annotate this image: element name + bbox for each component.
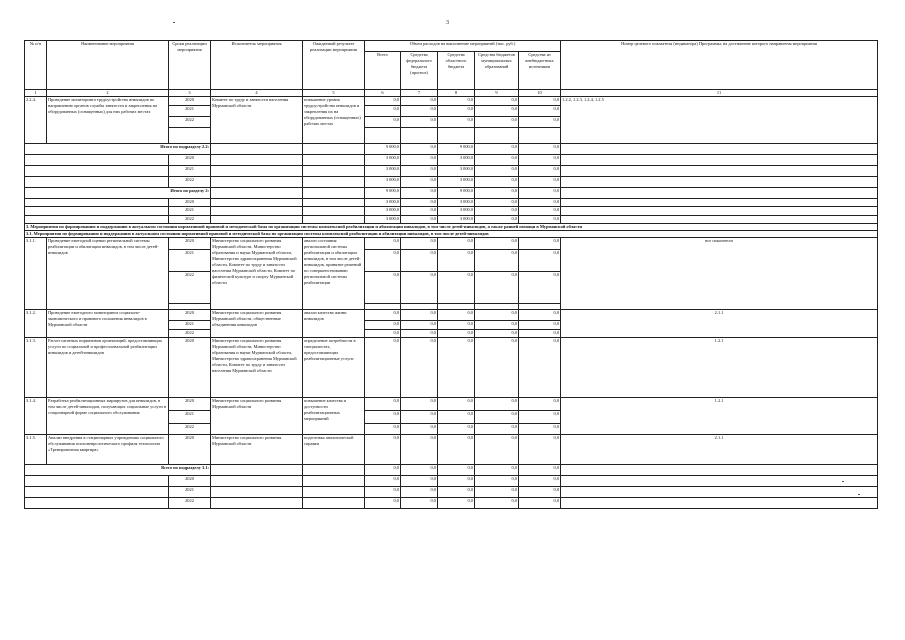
value-cell: 0,0 <box>401 487 438 498</box>
value-cell: 3 000,0 <box>438 215 475 224</box>
value-cell: 3 000,0 <box>365 154 401 165</box>
header-terms: Сроки реализации мероприятия <box>169 41 211 90</box>
value-cell: 0,0 <box>401 187 438 198</box>
value-cell: 0,0 <box>475 487 519 498</box>
value-cell: 0,0 <box>475 238 519 250</box>
indicator-cell: 2.1.1 <box>561 310 878 338</box>
empty-cell <box>211 187 303 198</box>
empty-cell <box>25 198 169 207</box>
col-index: 7 <box>401 90 438 97</box>
result-cell: определение потребности в специалистах, предоставляющих реабилитационные услуги <box>303 338 365 398</box>
value-cell: 0,0 <box>438 476 475 487</box>
empty-cell <box>303 143 365 154</box>
measure-name: Расчет штатных нормативов организаций, предоставляющих услуги по социальной и профессиональной реабилитации инвалидов и детей-инвалидов <box>47 338 169 398</box>
value-cell: 0,0 <box>519 198 561 207</box>
result-cell: анализ качества жизни инвалидов <box>303 310 365 338</box>
empty-cell <box>303 498 365 509</box>
empty-cell <box>25 487 169 498</box>
value-cell: 3 000,0 <box>365 207 401 216</box>
executor-cell: Министерство социального развития Мурманской области, Министерство образования и науки Мурманской области, Министерство здравоохранения Мурманской области, Комитет по труду и занятости населения Мурманской области, Комитет по физической культуре и спорту Мурманской области <box>211 238 303 310</box>
value-cell: 0,0 <box>438 96 475 105</box>
year-cell: 2020 <box>169 476 211 487</box>
empty-cell <box>303 465 365 476</box>
value-cell: 0,0 <box>365 329 401 338</box>
value-cell: 0,0 <box>519 116 561 127</box>
col-index: 6 <box>365 90 401 97</box>
empty-cell <box>365 127 401 143</box>
empty-cell <box>25 154 169 165</box>
value-cell: 0,0 <box>475 154 519 165</box>
empty-cell <box>25 207 169 216</box>
subtotal-label: Всего по подразделу 3.1: <box>25 465 211 476</box>
value-cell: 0,0 <box>475 498 519 509</box>
empty-cell <box>561 176 878 187</box>
value-cell: 0,0 <box>401 329 438 338</box>
total-label: Итого по разделу 2: <box>25 187 211 198</box>
year-cell: 2022 <box>169 272 211 304</box>
value-cell: 0,0 <box>475 207 519 216</box>
value-cell: 0,0 <box>438 321 475 330</box>
value-cell: 0,0 <box>365 321 401 330</box>
value-cell: 0,0 <box>475 187 519 198</box>
empty-cell <box>211 143 303 154</box>
value-cell: 9 000,0 <box>438 187 475 198</box>
value-cell: 3 000,0 <box>365 176 401 187</box>
value-cell: 0,0 <box>519 96 561 105</box>
value-cell: 0,0 <box>519 411 561 424</box>
measure-name: Проведение мониторинга трудоустройства инвалидов по направлению органов службы занятости и закрепления на оборудованных (оснащенных) для них рабочих местах <box>47 96 169 143</box>
empty-cell <box>169 127 211 143</box>
col-index: 4 <box>211 90 303 97</box>
value-cell: 0,0 <box>475 329 519 338</box>
col-index: 8 <box>438 90 475 97</box>
empty-cell <box>561 198 878 207</box>
row-number: 2.2.4. <box>25 96 47 143</box>
header-extra: Средства из внебюджетных источников <box>519 52 561 90</box>
col-index: 10 <box>519 90 561 97</box>
value-cell: 0,0 <box>365 498 401 509</box>
empty-cell <box>519 127 561 143</box>
empty-cell <box>561 476 878 487</box>
executor-cell: Министерство социального развития Мурманской области <box>211 435 303 465</box>
value-cell: 0,0 <box>519 310 561 321</box>
empty-cell <box>211 176 303 187</box>
value-cell: 0,0 <box>401 96 438 105</box>
value-cell: 0,0 <box>519 465 561 476</box>
value-cell: 0,0 <box>401 198 438 207</box>
value-cell: 0,0 <box>401 424 438 435</box>
result-cell: анализ состояния региональной системы реабилитации и абилитации инвалидов, в том числе детей-инвалидов, принятие решений по совершенствованию региональной системы реабилитации <box>303 238 365 310</box>
value-cell: 0,0 <box>401 272 438 304</box>
empty-cell <box>561 143 878 154</box>
value-cell: 0,0 <box>438 465 475 476</box>
value-cell: 0,0 <box>438 310 475 321</box>
empty-cell <box>25 176 169 187</box>
value-cell: 0,0 <box>365 487 401 498</box>
year-cell: 2022 <box>169 215 211 224</box>
col-index: 5 <box>303 90 365 97</box>
value-cell: 0,0 <box>475 476 519 487</box>
empty-cell <box>475 127 519 143</box>
result-cell: повышение качества и доступности реабилитационных мероприятий <box>303 398 365 435</box>
year-cell: 2020 <box>169 398 211 411</box>
value-cell: 0,0 <box>401 476 438 487</box>
year-cell: 2021 <box>169 487 211 498</box>
header-num: № п/п <box>25 41 47 90</box>
executor-cell: Министерство социального развития Мурманской области <box>211 398 303 435</box>
col-index: 9 <box>475 90 519 97</box>
value-cell: 0,0 <box>438 424 475 435</box>
value-cell: 0,0 <box>401 250 438 272</box>
year-cell: 2020 <box>169 238 211 250</box>
value-cell: 0,0 <box>365 116 401 127</box>
value-cell: 0,0 <box>475 310 519 321</box>
value-cell: 0,0 <box>519 435 561 465</box>
result-cell: повышение уровня трудоустройства инвалидов и закрепления их на оборудованных (оснащенных) рабочих местах <box>303 96 365 143</box>
measure-name: Разработка реабилитационных маршрутов для инвалидов, в том числе детей-инвалидов, получающих социальные услуги в стационарной форме социального обслуживания <box>47 398 169 435</box>
empty-cell <box>211 165 303 176</box>
empty-cell <box>303 165 365 176</box>
value-cell: 0,0 <box>365 238 401 250</box>
executor-cell: Министерство социального развития Мурманской области, Министерство образования и науки Мурманской области, Министерство здравоохранения Мурманской области, Комитет по труду и занятости населения Мурманской области <box>211 338 303 398</box>
value-cell: 0,0 <box>475 398 519 411</box>
value-cell: 0,0 <box>365 411 401 424</box>
value-cell: 0,0 <box>475 272 519 304</box>
value-cell: 0,0 <box>519 187 561 198</box>
empty-cell <box>303 215 365 224</box>
value-cell: 0,0 <box>365 465 401 476</box>
value-cell: 0,0 <box>438 250 475 272</box>
scan-speck <box>173 22 175 23</box>
value-cell: 0,0 <box>401 411 438 424</box>
section-heading: 3. Мероприятия по формированию и поддержанию в актуальном состоянии нормативной правовой и методической базы по организации системы комплексной реабилитации и абилитации инвалидов, в том числе детей-инвалидов, а также ранней помощи в Мурманской области <box>25 224 878 231</box>
header-total: Всего <box>365 52 401 90</box>
value-cell: 3 000,0 <box>438 176 475 187</box>
year-cell: 2020 <box>169 310 211 321</box>
expenses-table <box>24 40 878 509</box>
value-cell: 0,0 <box>401 321 438 330</box>
value-cell: 0,0 <box>475 116 519 127</box>
year-cell: 2021 <box>169 165 211 176</box>
value-cell: 0,0 <box>438 272 475 304</box>
indicator-cell: 1.2.2, 1.2.3, 1.2.4, 1.2.5 <box>561 96 878 143</box>
indicator-cell: 1.2.1 <box>561 338 878 398</box>
indicator-cell: 2.1.1 <box>561 435 878 465</box>
header-executor: Исполнитель мероприятия <box>211 41 303 90</box>
value-cell: 0,0 <box>438 329 475 338</box>
empty-cell <box>303 207 365 216</box>
empty-cell <box>401 127 438 143</box>
measure-name: Проведение ежегодного мониторинга социально-экономического и правового положения инвалидов в Мурманской области <box>47 310 169 338</box>
year-cell: 2020 <box>169 96 211 105</box>
value-cell: 0,0 <box>365 424 401 435</box>
value-cell: 0,0 <box>401 215 438 224</box>
value-cell: 0,0 <box>475 176 519 187</box>
value-cell: 0,0 <box>475 424 519 435</box>
value-cell: 0,0 <box>438 435 475 465</box>
value-cell: 0,0 <box>475 96 519 105</box>
year-cell: 2022 <box>169 176 211 187</box>
value-cell: 0,0 <box>401 165 438 176</box>
value-cell: 9 000,0 <box>438 143 475 154</box>
result-cell: подготовка аналитической справки <box>303 435 365 465</box>
value-cell: 0,0 <box>519 498 561 509</box>
value-cell: 0,0 <box>401 238 438 250</box>
col-index: 2 <box>47 90 169 97</box>
value-cell: 0,0 <box>475 465 519 476</box>
year-cell: 2022 <box>169 498 211 509</box>
value-cell: 0,0 <box>401 465 438 476</box>
subsection-heading: 3.1. Мероприятия по формированию и поддержанию в актуальном состоянии нормативной правовой и методической базы по организации системы комплексной реабилитации и абилитации инвалидов, в том числе детей-инвалидов <box>25 231 878 238</box>
empty-cell <box>211 487 303 498</box>
value-cell: 3 000,0 <box>365 215 401 224</box>
empty-cell <box>211 465 303 476</box>
value-cell: 3 000,0 <box>438 207 475 216</box>
value-cell: 0,0 <box>401 498 438 509</box>
header-indicator: Номер целевого показателя (индикатора) Программы, на достижение которого направлены мероприятия <box>561 41 878 90</box>
year-cell: 2021 <box>169 250 211 272</box>
header-regional: Средства областного бюджета <box>438 52 475 90</box>
header-federal: Средства федерального бюджета (прогноз) <box>401 52 438 90</box>
header-volume: Объем расходов на выполнение мероприятий (тыс. руб.) <box>365 41 561 52</box>
empty-cell <box>303 487 365 498</box>
value-cell: 0,0 <box>475 338 519 398</box>
header-name: Наименование мероприятия <box>47 41 169 90</box>
value-cell: 3 000,0 <box>365 198 401 207</box>
empty-cell <box>303 187 365 198</box>
value-cell: 3 000,0 <box>438 198 475 207</box>
value-cell: 0,0 <box>519 424 561 435</box>
value-cell: 0,0 <box>475 165 519 176</box>
value-cell: 0,0 <box>519 487 561 498</box>
value-cell: 0,0 <box>365 96 401 105</box>
year-cell: 2021 <box>169 105 211 116</box>
value-cell: 3 000,0 <box>365 165 401 176</box>
value-cell: 3 000,0 <box>438 165 475 176</box>
value-cell: 0,0 <box>475 198 519 207</box>
col-index: 11 <box>561 90 878 97</box>
row-number: 3.1.1. <box>25 238 47 310</box>
indicator-cell: 1.2.1 <box>561 398 878 435</box>
value-cell: 0,0 <box>365 250 401 272</box>
value-cell: 0,0 <box>438 116 475 127</box>
year-cell: 2021 <box>169 321 211 330</box>
value-cell: 0,0 <box>519 250 561 272</box>
value-cell: 0,0 <box>365 476 401 487</box>
value-cell: 0,0 <box>438 398 475 411</box>
value-cell: 0,0 <box>365 435 401 465</box>
empty-cell <box>303 154 365 165</box>
empty-cell <box>561 154 878 165</box>
value-cell: 0,0 <box>519 238 561 250</box>
empty-cell <box>211 476 303 487</box>
col-index: 1 <box>25 90 47 97</box>
value-cell: 0,0 <box>438 338 475 398</box>
empty-cell <box>211 207 303 216</box>
year-cell: 2022 <box>169 329 211 338</box>
value-cell: 9 000,0 <box>365 187 401 198</box>
value-cell: 0,0 <box>519 338 561 398</box>
year-cell: 2020 <box>169 198 211 207</box>
year-cell: 2020 <box>169 435 211 465</box>
value-cell: 0,0 <box>438 105 475 116</box>
empty-cell <box>25 215 169 224</box>
indicator-cell: все показатели <box>561 238 878 310</box>
empty-cell <box>211 198 303 207</box>
year-cell: 2022 <box>169 116 211 127</box>
value-cell: 0,0 <box>519 207 561 216</box>
value-cell: 0,0 <box>475 411 519 424</box>
value-cell: 0,0 <box>401 116 438 127</box>
value-cell: 0,0 <box>365 310 401 321</box>
row-number: 3.1.4. <box>25 398 47 435</box>
subtotal-label: Итого по подразделу 2.2: <box>25 143 211 154</box>
year-cell: 2021 <box>169 411 211 424</box>
value-cell: 0,0 <box>475 435 519 465</box>
empty-cell <box>561 498 878 509</box>
empty-cell <box>303 176 365 187</box>
value-cell: 0,0 <box>365 398 401 411</box>
empty-cell <box>25 165 169 176</box>
executor-cell: Министерство социального развития Мурманской области, общественные объединения инвалидов <box>211 310 303 338</box>
value-cell: 0,0 <box>519 321 561 330</box>
value-cell: 0,0 <box>401 338 438 398</box>
value-cell: 0,0 <box>519 476 561 487</box>
empty-cell <box>438 127 475 143</box>
value-cell: 0,0 <box>519 398 561 411</box>
value-cell: 0,0 <box>519 272 561 304</box>
value-cell: 0,0 <box>401 143 438 154</box>
row-number: 3.1.3. <box>25 338 47 398</box>
value-cell: 0,0 <box>519 215 561 224</box>
value-cell: 9 000,0 <box>365 143 401 154</box>
year-cell: 2020 <box>169 338 211 398</box>
empty-cell <box>303 476 365 487</box>
empty-cell <box>211 215 303 224</box>
row-number: 3.1.2. <box>25 310 47 338</box>
page-number: 3 <box>446 20 449 26</box>
value-cell: 0,0 <box>438 411 475 424</box>
value-cell: 0,0 <box>519 165 561 176</box>
value-cell: 0,0 <box>475 105 519 116</box>
value-cell: 0,0 <box>438 498 475 509</box>
value-cell: 0,0 <box>519 176 561 187</box>
empty-cell <box>211 498 303 509</box>
measure-name: Анализ внедрения в стационарных учреждениях социального обслуживания психоневрологического профиля технологии «Тренировочная квартира» <box>47 435 169 465</box>
value-cell: 3 000,0 <box>438 154 475 165</box>
empty-cell <box>211 154 303 165</box>
value-cell: 0,0 <box>401 310 438 321</box>
value-cell: 0,0 <box>475 250 519 272</box>
value-cell: 0,0 <box>519 143 561 154</box>
value-cell: 0,0 <box>475 143 519 154</box>
value-cell: 0,0 <box>438 238 475 250</box>
value-cell: 0,0 <box>519 105 561 116</box>
value-cell: 0,0 <box>365 338 401 398</box>
value-cell: 0,0 <box>475 321 519 330</box>
value-cell: 0,0 <box>401 154 438 165</box>
col-index: 3 <box>169 90 211 97</box>
header-municipal: Средства бюджетов муниципальных образований <box>475 52 519 90</box>
empty-cell <box>561 487 878 498</box>
value-cell: 0,0 <box>401 105 438 116</box>
value-cell: 0,0 <box>475 215 519 224</box>
value-cell: 0,0 <box>401 398 438 411</box>
value-cell: 0,0 <box>365 272 401 304</box>
empty-cell <box>561 165 878 176</box>
value-cell: 0,0 <box>401 176 438 187</box>
empty-cell <box>561 207 878 216</box>
year-cell: 2022 <box>169 424 211 435</box>
year-cell: 2021 <box>169 207 211 216</box>
value-cell: 0,0 <box>401 435 438 465</box>
executor-cell: Комитет по труду и занятости населения Мурманской области <box>211 96 303 143</box>
empty-cell <box>561 465 878 476</box>
empty-cell <box>25 476 169 487</box>
measure-name: Проведение ежегодной оценки региональной системы реабилитации и абилитации инвалидов, в том числе детей-инвалидов <box>47 238 169 310</box>
value-cell: 0,0 <box>438 487 475 498</box>
empty-cell <box>561 215 878 224</box>
empty-cell <box>25 498 169 509</box>
value-cell: 0,0 <box>519 329 561 338</box>
value-cell: 0,0 <box>401 207 438 216</box>
header-result: Ожидаемый результат реализации мероприятия <box>303 41 365 90</box>
empty-cell <box>561 187 878 198</box>
value-cell: 0,0 <box>365 105 401 116</box>
empty-cell <box>303 198 365 207</box>
value-cell: 0,0 <box>519 154 561 165</box>
row-number: 3.1.5. <box>25 435 47 465</box>
year-cell: 2020 <box>169 154 211 165</box>
